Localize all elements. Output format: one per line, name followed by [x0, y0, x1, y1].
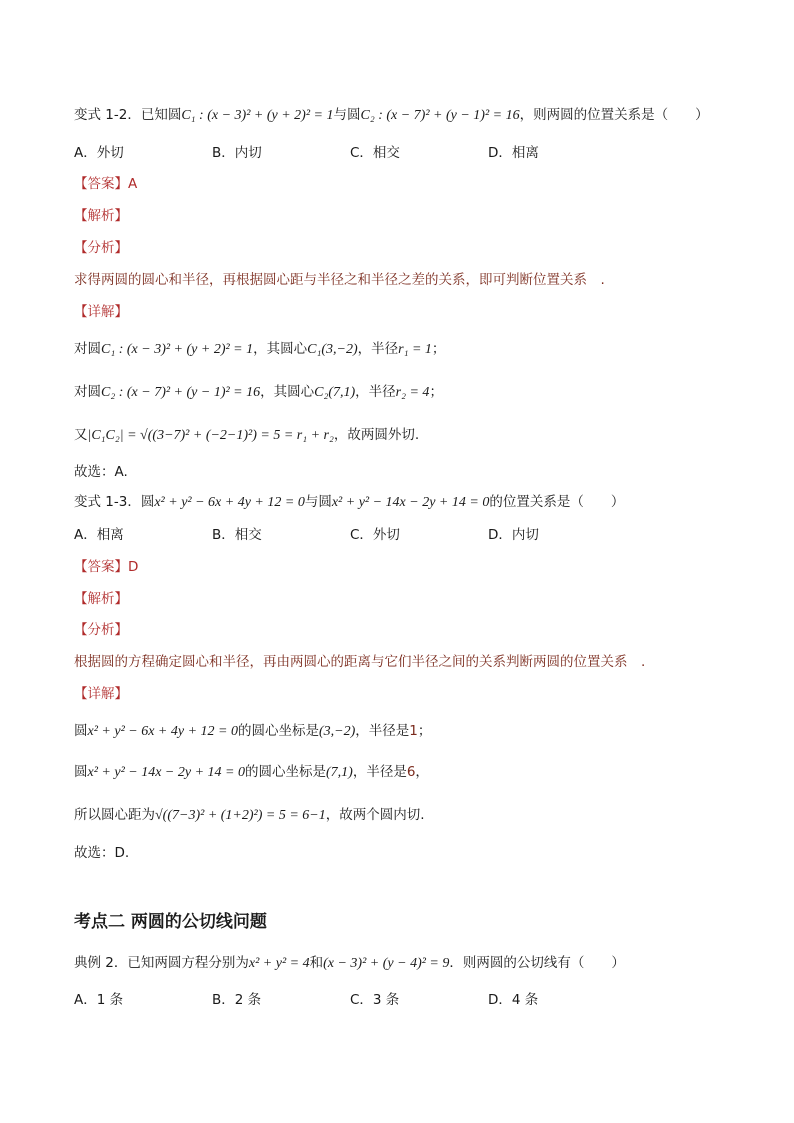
question-1-2-options [74, 143, 674, 163]
option-a: A．外切 [74, 145, 124, 161]
fenxi-label: 【分析】 [74, 622, 128, 638]
detail-line-2: 对圆C₂ : (x − 7)² + (y − 1)² = 16，其圆心C₂(7,1)，半径r₂ = 4； [74, 384, 443, 400]
detail-line-1: 圆x² + y² − 6x + 4y + 12 = 0的圆心坐标是(3,−2)，半径是1； [74, 723, 432, 739]
option-d: D．相离 [488, 145, 539, 161]
option-c: C．3 条 [350, 992, 400, 1008]
answer-label: 【答案】A [74, 176, 138, 192]
option-c: C．外切 [350, 527, 400, 543]
question-1-3-stem: 变式 1-3．圆x² + y² − 6x + 4y + 12 = 0与圆x² + y² − 14x − 2y + 14 = 0的位置关系是（ ） [74, 494, 625, 510]
option-c: C．相交 [350, 145, 400, 161]
option-a: A．1 条 [74, 992, 124, 1008]
option-d: D．内切 [488, 527, 539, 543]
detail-line-3: 所以圆心距为√((7−3)² + (1+2)²) = 5 = 6−1，故两个圆内切. [74, 807, 425, 823]
option-b: B．内切 [212, 145, 262, 161]
jiexi-label: 【解析】 [74, 208, 128, 224]
option-d: D．4 条 [488, 992, 539, 1008]
analysis-text: 求得两圆的圆心和半径，再根据圆心距与半径之和半径之差的关系，即可判断位置关系 . [74, 272, 605, 288]
answer-label: 【答案】D [74, 559, 139, 575]
detail-line-2: 圆x² + y² − 14x − 2y + 14 = 0的圆心坐标是(7,1)，半径是6， [74, 764, 429, 780]
option-a: A．相离 [74, 527, 124, 543]
detail-line-3: 又|C₁C₂| = √((3−7)² + (−2−1)²) = 5 = r₁ + r₂，故两圆外切. [74, 427, 420, 443]
analysis-text: 根据圆的方程确定圆心和半径，再由两圆心的距离与它们半径之间的关系判断两圆的位置关系 . [74, 654, 646, 670]
choose-line: 故选：A. [74, 464, 128, 480]
jiexi-label: 【解析】 [74, 591, 128, 607]
detail-label: 【详解】 [74, 304, 128, 320]
example-2-options [74, 990, 674, 1010]
detail-label: 【详解】 [74, 686, 128, 702]
option-b: B．2 条 [212, 992, 262, 1008]
option-b: B．相交 [212, 527, 262, 543]
example-2-stem: 典例 2．已知两圆方程分别为x² + y² = 4和(x − 3)² + (y − 4)² = 9．则两圆的公切线有（ ） [74, 955, 625, 971]
fenxi-label: 【分析】 [74, 240, 128, 256]
detail-line-1: 对圆C₁ : (x − 3)² + (y + 2)² = 1，其圆心C₁(3,−2)，半径r₁ = 1； [74, 341, 446, 357]
question-1-3-options [74, 525, 674, 545]
question-1-2-stem: 变式 1-2．已知圆C₁ : (x − 3)² + (y + 2)² = 1与圆C₂ : (x − 7)² + (y − 1)² = 16，则两圆的位置关系是（ ） [74, 107, 709, 123]
section-heading: 考点二 两圆的公切线问题 [74, 912, 267, 932]
choose-line: 故选：D. [74, 845, 130, 861]
